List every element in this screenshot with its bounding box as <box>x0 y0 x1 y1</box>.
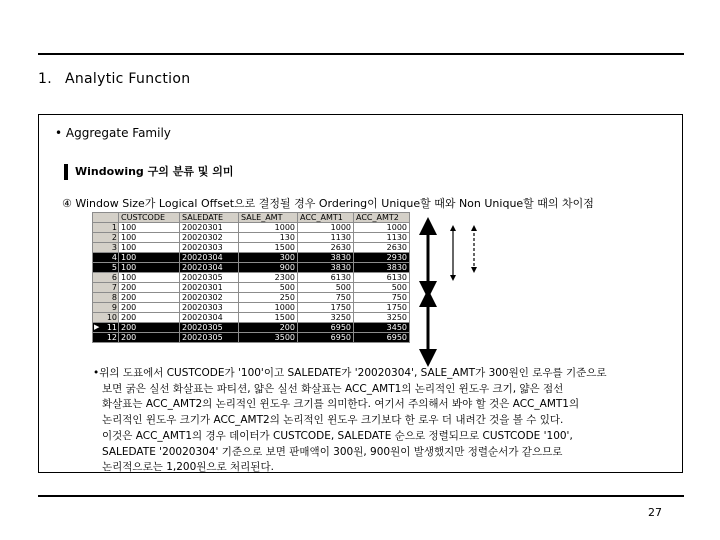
saledate-cell[interactable]: 20020305 <box>180 273 239 283</box>
row-number-cell[interactable]: 5 <box>93 263 119 273</box>
acc-amt2-cell[interactable]: 500 <box>354 283 410 293</box>
acc-amt1-cell[interactable]: 1750 <box>298 303 354 313</box>
custcode-cell[interactable]: 200 <box>119 303 180 313</box>
row-number-cell[interactable]: 7 <box>93 283 119 293</box>
current-row-marker-icon: ▶ <box>94 323 100 331</box>
sale-amt-cell[interactable]: 1500 <box>239 243 298 253</box>
acc-amt2-cell[interactable]: 6950 <box>354 333 410 343</box>
windowing-heading: Windowing 구의 분류 및 의미 <box>64 164 234 180</box>
window-size-caption: ④ Window Size가 Logical Offset으로 결정될 경우 Ordering이 Unique할 때와 Non Unique할 때의 차이점 <box>62 197 594 210</box>
saledate-cell[interactable]: 20020305 <box>180 323 239 333</box>
saledate-cell[interactable]: 20020301 <box>180 223 239 233</box>
custcode-cell[interactable]: 100 <box>119 263 180 273</box>
acc-amt2-cell[interactable]: 1000 <box>354 223 410 233</box>
saledate-cell[interactable]: 20020303 <box>180 303 239 313</box>
paragraph-line: 화살표는 ACC_AMT2의 논리적인 윈도우 크기를 의미한다. 여기서 주의해서 봐야 할 것은 ACC_AMT1의 <box>102 398 580 411</box>
row-number-cell[interactable]: 9 <box>93 303 119 313</box>
acc-amt1-cell[interactable]: 3830 <box>298 253 354 263</box>
paragraph-line: SALEDATE '20020304' 기준으로 보면 판매액이 300원, 900원이 발생했지만 정렬순서가 같으므로 <box>102 445 563 458</box>
acc-amt1-cell[interactable]: 6950 <box>298 323 354 333</box>
custcode-cell[interactable]: 200 <box>119 283 180 293</box>
sale-amt-cell[interactable]: 3500 <box>239 333 298 343</box>
acc-amt2-cell[interactable]: 2930 <box>354 253 410 263</box>
acc-amt1-cell[interactable]: 6130 <box>298 273 354 283</box>
sale-amt-cell[interactable]: 300 <box>239 253 298 263</box>
row-number-cell[interactable]: ▶ 11 <box>94 323 117 332</box>
acc-amt2-cell[interactable]: 2630 <box>354 243 410 253</box>
sale-amt-cell[interactable]: 200 <box>239 323 298 333</box>
saledate-cell[interactable]: 20020305 <box>180 333 239 343</box>
sale-amt-cell[interactable]: 1000 <box>239 303 298 313</box>
sale-amt-cell[interactable]: 900 <box>239 263 298 273</box>
saledate-cell[interactable]: 20020301 <box>180 283 239 293</box>
acc-amt1-cell[interactable]: 1130 <box>298 233 354 243</box>
row-number-cell[interactable]: 1 <box>93 223 119 233</box>
paragraph-line: 보면 굵은 실선 화살표는 파티션, 얇은 실선 화살표는 ACC_AMT1의 논리적인 윈도우 크기, 얇은 점선 <box>102 382 564 395</box>
acc-amt1-cell[interactable]: 6950 <box>298 333 354 343</box>
explanation-paragraph <box>93 366 683 476</box>
sale-amt-cell[interactable]: 2300 <box>239 273 298 283</box>
section-number: 1. <box>38 71 52 87</box>
acc-amt2-cell[interactable]: 3830 <box>354 263 410 273</box>
acc-amt1-cell[interactable]: 2630 <box>298 243 354 253</box>
acc-amt2-cell[interactable]: 1130 <box>354 233 410 243</box>
row-number-cell[interactable]: 3 <box>93 243 119 253</box>
acc-amt1-cell[interactable]: 3830 <box>298 263 354 273</box>
row-number-cell[interactable]: 4 <box>93 253 119 263</box>
column-header-acc-amt2[interactable]: ACC_AMT2 <box>354 213 410 223</box>
row-number-cell[interactable]: 10 <box>93 313 119 323</box>
row-number-cell[interactable]: 8 <box>93 293 119 303</box>
sale-amt-cell[interactable]: 500 <box>239 283 298 293</box>
saledate-cell[interactable]: 20020302 <box>180 233 239 243</box>
acc-amt2-cell[interactable]: 6130 <box>354 273 410 283</box>
saledate-cell[interactable]: 20020302 <box>180 293 239 303</box>
saledate-cell[interactable]: 20020303 <box>180 243 239 253</box>
acc-amt2-cell[interactable]: 3250 <box>354 313 410 323</box>
saledate-cell[interactable]: 20020304 <box>180 253 239 263</box>
row-number-cell[interactable]: 6 <box>93 273 119 283</box>
sale-amt-cell[interactable]: 250 <box>239 293 298 303</box>
section-title-text: Analytic Function <box>65 71 191 87</box>
saledate-cell[interactable]: 20020304 <box>180 313 239 323</box>
paragraph-line: 이것은 ACC_AMT1의 경우 데이터가 CUSTCODE, SALEDATE 순으로 정렬되므로 CUSTCODE '100', <box>102 429 573 442</box>
custcode-cell[interactable]: 100 <box>119 233 180 243</box>
custcode-cell[interactable]: 100 <box>119 253 180 263</box>
acc-amt1-cell[interactable]: 750 <box>298 293 354 303</box>
column-header-acc-amt1[interactable]: ACC_AMT1 <box>298 213 354 223</box>
column-header-sale-amt[interactable]: SALE_AMT <box>239 213 298 223</box>
acc-amt1-cell[interactable]: 1000 <box>298 223 354 233</box>
acc-amt2-cell[interactable]: 3450 <box>354 323 410 333</box>
bottom-rule <box>38 495 684 497</box>
paragraph-line: 논리적으로는 1,200원으로 처리된다. <box>102 461 274 474</box>
custcode-cell[interactable]: 200 <box>119 293 180 303</box>
custcode-cell[interactable]: 200 <box>119 313 180 323</box>
paragraph-line: 논리적인 윈도우 크기가 ACC_AMT2의 논리적인 윈도우 크기보다 한 로우 더 내려간 것을 볼 수 있다. <box>102 414 564 427</box>
custcode-cell[interactable]: 200 <box>119 323 180 333</box>
sale-amt-cell[interactable]: 1000 <box>239 223 298 233</box>
page-number: 27 <box>648 506 662 519</box>
aggregate-family-bullet: • Aggregate Family <box>55 126 171 140</box>
column-header-custcode[interactable]: CUSTCODE <box>119 213 180 223</box>
acc-amt1-cell[interactable]: 500 <box>298 283 354 293</box>
sale-amt-cell[interactable]: 1500 <box>239 313 298 323</box>
custcode-cell[interactable]: 100 <box>119 273 180 283</box>
column-header-saledate[interactable]: SALEDATE <box>180 213 239 223</box>
row-number-cell[interactable]: 2 <box>93 233 119 243</box>
row-number-cell[interactable]: 12 <box>93 333 119 343</box>
saledate-cell[interactable]: 20020304 <box>180 263 239 273</box>
custcode-cell[interactable]: 200 <box>119 333 180 343</box>
sale-amt-cell[interactable]: 130 <box>239 233 298 243</box>
acc-amt1-cell[interactable]: 3250 <box>298 313 354 323</box>
paragraph-line: •위의 도표에서 CUSTCODE가 '100'이고 SALEDATE가 '20020304', SALE_AMT가 300원인 로우를 기준으로 <box>93 367 607 379</box>
custcode-cell[interactable]: 100 <box>119 243 180 253</box>
acc-amt2-cell[interactable]: 750 <box>354 293 410 303</box>
acc-amt2-cell[interactable]: 1750 <box>354 303 410 313</box>
custcode-cell[interactable]: 100 <box>119 223 180 233</box>
